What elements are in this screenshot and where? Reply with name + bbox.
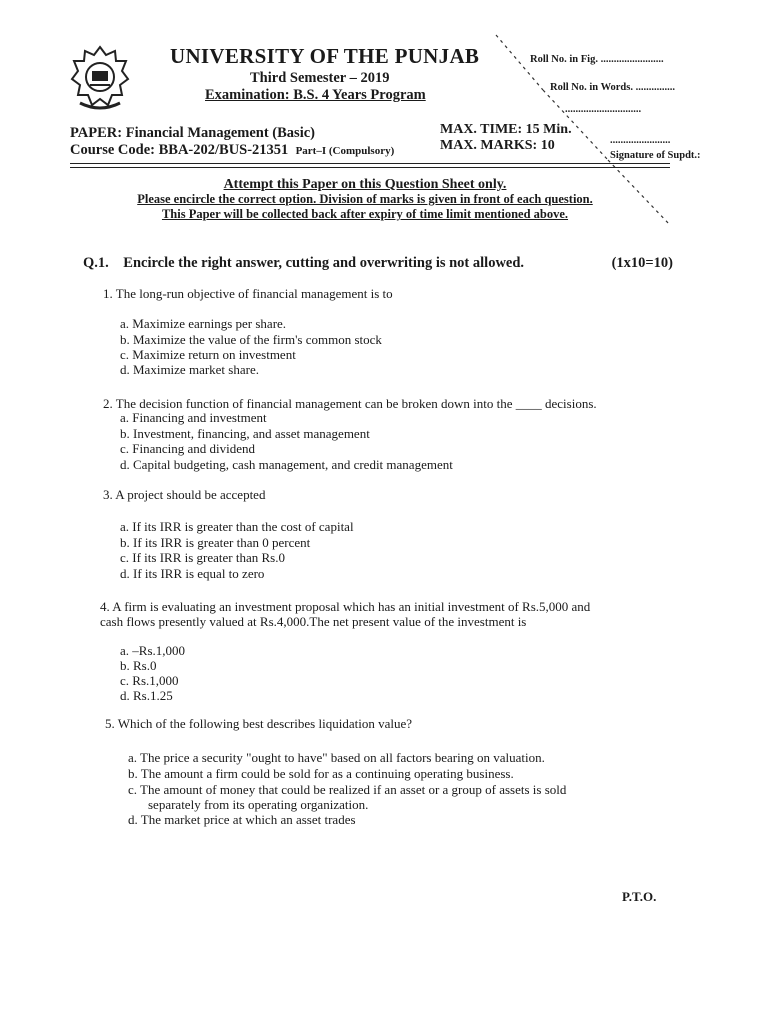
paper-title: PAPER: Financial Management (Basic) [70, 125, 315, 141]
roll-no-fig: Roll No. in Fig. ........................ [530, 54, 664, 65]
max-time: MAX. TIME: 15 Min. [440, 122, 572, 137]
course-code [70, 142, 394, 159]
q1-marks: (1x10=10) [611, 255, 673, 271]
question-text: 5. Which of the following best describes liquidation value? [105, 716, 412, 731]
option[interactable]: a. Financing and investment [120, 410, 267, 425]
option[interactable]: a. If its IRR is greater than the cost of capital [120, 519, 354, 534]
course-code-text: Course Code: BBA-202/BUS-21351 [70, 142, 289, 158]
option[interactable]: a. The price a security "ought to have" based on all factors bearing on valuation. [128, 750, 545, 765]
examination-line: Examination: B.S. 4 Years Program [205, 87, 426, 103]
option[interactable]: c. Rs.1,000 [120, 673, 179, 688]
option[interactable]: d. If its IRR is equal to zero [120, 566, 265, 581]
option[interactable]: a. Maximize earnings per share. [120, 316, 287, 331]
instruction-3: This Paper will be collected back after expiry of time limit mentioned above. [161, 207, 569, 221]
option[interactable]: c. Financing and dividend [120, 441, 256, 456]
roll-no-words: Roll No. in Words. ............... [550, 82, 675, 93]
option[interactable]: d. The market price at which an asset trades [128, 812, 356, 827]
option[interactable]: b. Maximize the value of the firm's common stock [120, 332, 382, 347]
question-text: 1. The long-run objective of financial management is to [103, 286, 393, 301]
divider-line [70, 163, 670, 164]
option[interactable]: c. The amount of money that could be realized if an asset or a group of assets is sold [128, 782, 567, 797]
part-label: Part–I (Compulsory) [295, 145, 395, 157]
university-logo-icon [70, 45, 130, 113]
q1-heading [83, 255, 673, 272]
option[interactable]: d. Capital budgeting, cash management, and credit management [120, 457, 453, 472]
option[interactable]: c. If its IRR is greater than Rs.0 [120, 550, 285, 565]
option[interactable]: c. Maximize return on investment [120, 347, 296, 362]
divider-line [70, 167, 670, 168]
option[interactable]: d. Rs.1.25 [120, 688, 173, 703]
instruction-2: Please encircle the correct option. Division of marks is given in front of each question. [137, 192, 593, 206]
question-text: 4. A firm is evaluating an investment proposal which has an initial investment of Rs.5,000 and [100, 599, 591, 614]
pto-label: P.T.O. [622, 889, 657, 904]
option-cont: separately from its operating organization. [148, 797, 369, 812]
q1-text: Encircle the right answer, cutting and overwriting is not allowed. [123, 255, 525, 271]
option[interactable]: b. The amount a firm could be sold for as a continuing operating business. [128, 766, 514, 781]
instruction-1: Attempt this Paper on this Question Sheet only. [223, 177, 507, 192]
question-text-cont: cash flows presently valued at Rs.4,000.The net present value of the investment is [100, 614, 527, 629]
university-title: UNIVERSITY OF THE PUNJAB [170, 44, 480, 68]
question-text: 2. The decision function of financial management can be broken down into the ____ decisions. [103, 396, 597, 411]
option[interactable]: d. Maximize market share. [120, 362, 259, 377]
dots-short: ....................... [610, 135, 671, 146]
semester: Third Semester – 2019 [250, 70, 390, 86]
q1-label: Q.1. [83, 255, 109, 271]
option[interactable]: b. Rs.0 [120, 658, 157, 673]
option[interactable]: b. If its IRR is greater than 0 percent [120, 535, 311, 550]
dots-line: ............................. [565, 104, 642, 115]
option[interactable]: b. Investment, financing, and asset management [120, 426, 370, 441]
max-marks: MAX. MARKS: 10 [440, 138, 555, 153]
option[interactable]: a. –Rs.1,000 [120, 643, 185, 658]
question-text: 3. A project should be accepted [103, 487, 266, 502]
signature-supdt: Signature of Supdt.: [610, 150, 701, 161]
